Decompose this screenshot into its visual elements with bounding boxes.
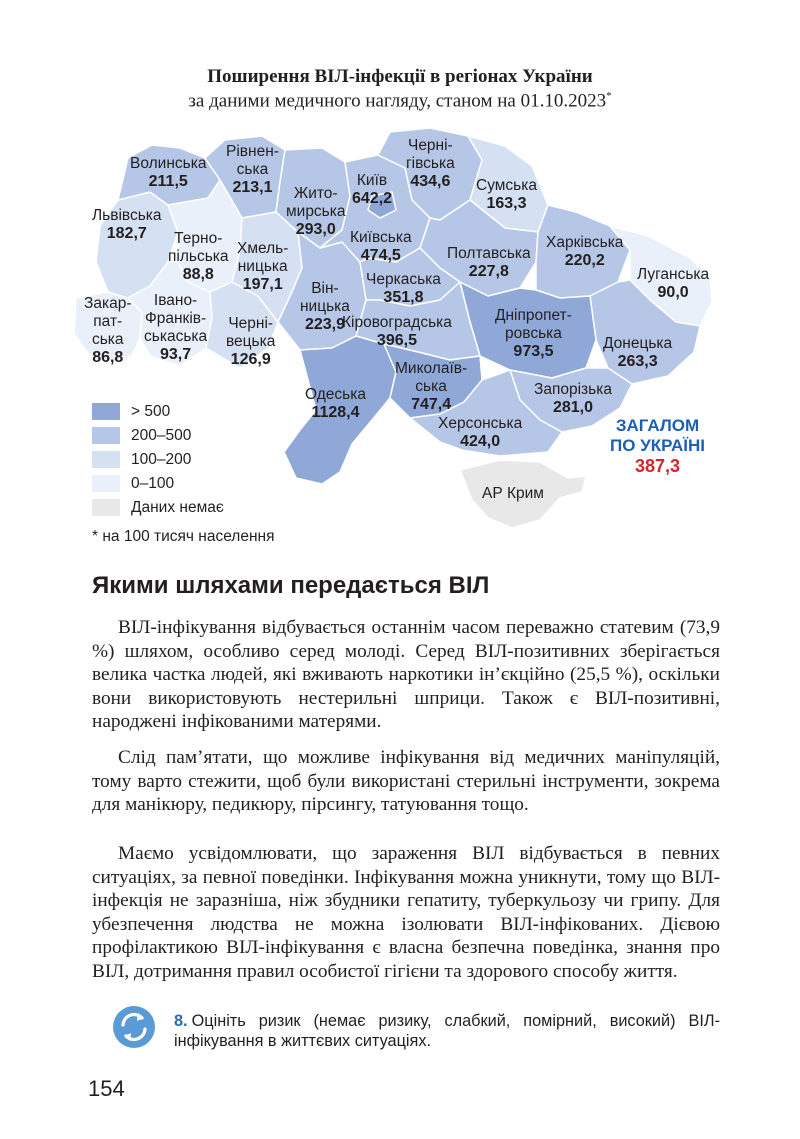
label-volynska: Волинська 211,5 — [130, 155, 207, 190]
label-kharkivska: Харківська 220,2 — [546, 234, 624, 269]
paragraph-2: Слід пам’ятати, що можливе інфікування від медичних маніпуляцій, тому варто стежити, щоб були використані стерильні інструменти, зокрема для манікюру, педикюру, пірсингу, татуювання тощо. — [92, 747, 720, 815]
label-cherkaska: Черкаська 351,8 — [366, 271, 441, 306]
label-kyivska: Київська 474,5 — [350, 229, 412, 264]
repeat-arrows-icon — [112, 1005, 156, 1049]
label-chernivetska: Черні- вецька 126,9 — [226, 315, 276, 368]
legend-swatch — [92, 499, 120, 516]
total-ukraine — [600, 416, 715, 476]
label-kirovohradska: Кіровоградська 396,5 — [342, 314, 452, 349]
label-ternopilska: Терно- пільська 88,8 — [168, 230, 229, 283]
legend-swatch — [92, 427, 120, 444]
task-number: 8. — [174, 1012, 188, 1030]
legend-swatch — [92, 403, 120, 420]
task-8 — [174, 1011, 720, 1051]
legend-swatch — [92, 451, 120, 468]
footnote-mark: * — [606, 90, 612, 102]
label-khersonska: Херсонська 424,0 — [438, 415, 523, 450]
map-title: Поширення ВІЛ-інфекції в регіонах України — [207, 66, 593, 87]
paragraph-3: Маємо усвідомлювати, що зараження ВІЛ відбувається в певних ситуаціях, за певної поведінки. Інфікування можна уникнути, тому що ВІЛ-інфекція не заразніша, ніж збудники гепатиту, туберкульозу чи грипу. Для убезпечення людства не можна ізолювати ВІЛ-інфікованих. Дієвою профілактикою ВІЛ-інфікування є власна безпечна поведінка, знання про ВІЛ, дотримання правил особистої гігієни та здорового способу життя. — [92, 843, 720, 982]
label-khmelnytska: Хмель- ницька 197,1 — [237, 240, 289, 293]
task-text: Оцініть ризик (немає ризику, слабкий, помірний, високий) ВІЛ-інфікування в життєвих ситуаціях. — [174, 1012, 720, 1050]
label-luhanska: Луганська 90,0 — [637, 266, 710, 301]
label-zhytomyrska: Жито- мирська 293,0 — [286, 185, 346, 238]
section-heading: Якими шляхами передається ВІЛ — [92, 572, 490, 599]
label-poltavska: Полтавська 227,8 — [447, 245, 531, 280]
map-subtitle: за даними медичного нагляду, станом на 01.10.2023* — [188, 90, 612, 112]
label-rivnenska: Рівнен- ська 213,1 — [226, 143, 279, 196]
label-vinnytska: Він- ницька 223,9 — [300, 280, 350, 333]
label-mykolaivska: Миколаїв- ська 747,4 — [395, 360, 468, 413]
paragraph-1: ВІЛ-інфікування відбувається останнім часом переважно статевим (73,9 %) шляхом, особливо серед молоді. Серед ВІЛ-позитивних зберігається велика частка людей, які вживають наркотики ін’єкційно (25,5 %), оскільки вони використовують нестерильні шприци. Також є ВІЛ-позитивні, народжені інфікованими матерями. — [92, 617, 720, 732]
label-zaporizka: Запорізька 281,0 — [534, 381, 612, 416]
label-donetska: Донецька 263,3 — [603, 335, 673, 370]
map-footnote: * на 100 тисяч населення — [92, 528, 275, 545]
label-zakarpatska: Закар- пат- ська 86,8 — [84, 295, 132, 366]
label-chernihivska: Черні- гівська 434,6 — [406, 137, 455, 190]
label-dnipropetrovska: Дніпропет- ровська 973,5 — [495, 307, 572, 360]
label-lvivska: Львівська 182,7 — [92, 207, 162, 242]
page-number: 154 — [88, 1076, 125, 1101]
legend-swatch — [92, 475, 120, 492]
total-value: 387,3 — [634, 456, 681, 476]
total-label-line1: ЗАГАЛОМ — [615, 416, 700, 435]
label-crimea: АР Крим — [482, 485, 544, 502]
label-sumska: Сумська 163,3 — [476, 177, 537, 212]
total-label-line2: ПО УКРАЇНІ — [610, 436, 705, 455]
label-ivanofrankivska: Івано- Франків- ськаська 93,7 — [144, 292, 208, 363]
label-kyiv: Київ 642,2 — [352, 172, 393, 207]
label-odeska: Одеська 1128,4 — [305, 386, 366, 421]
